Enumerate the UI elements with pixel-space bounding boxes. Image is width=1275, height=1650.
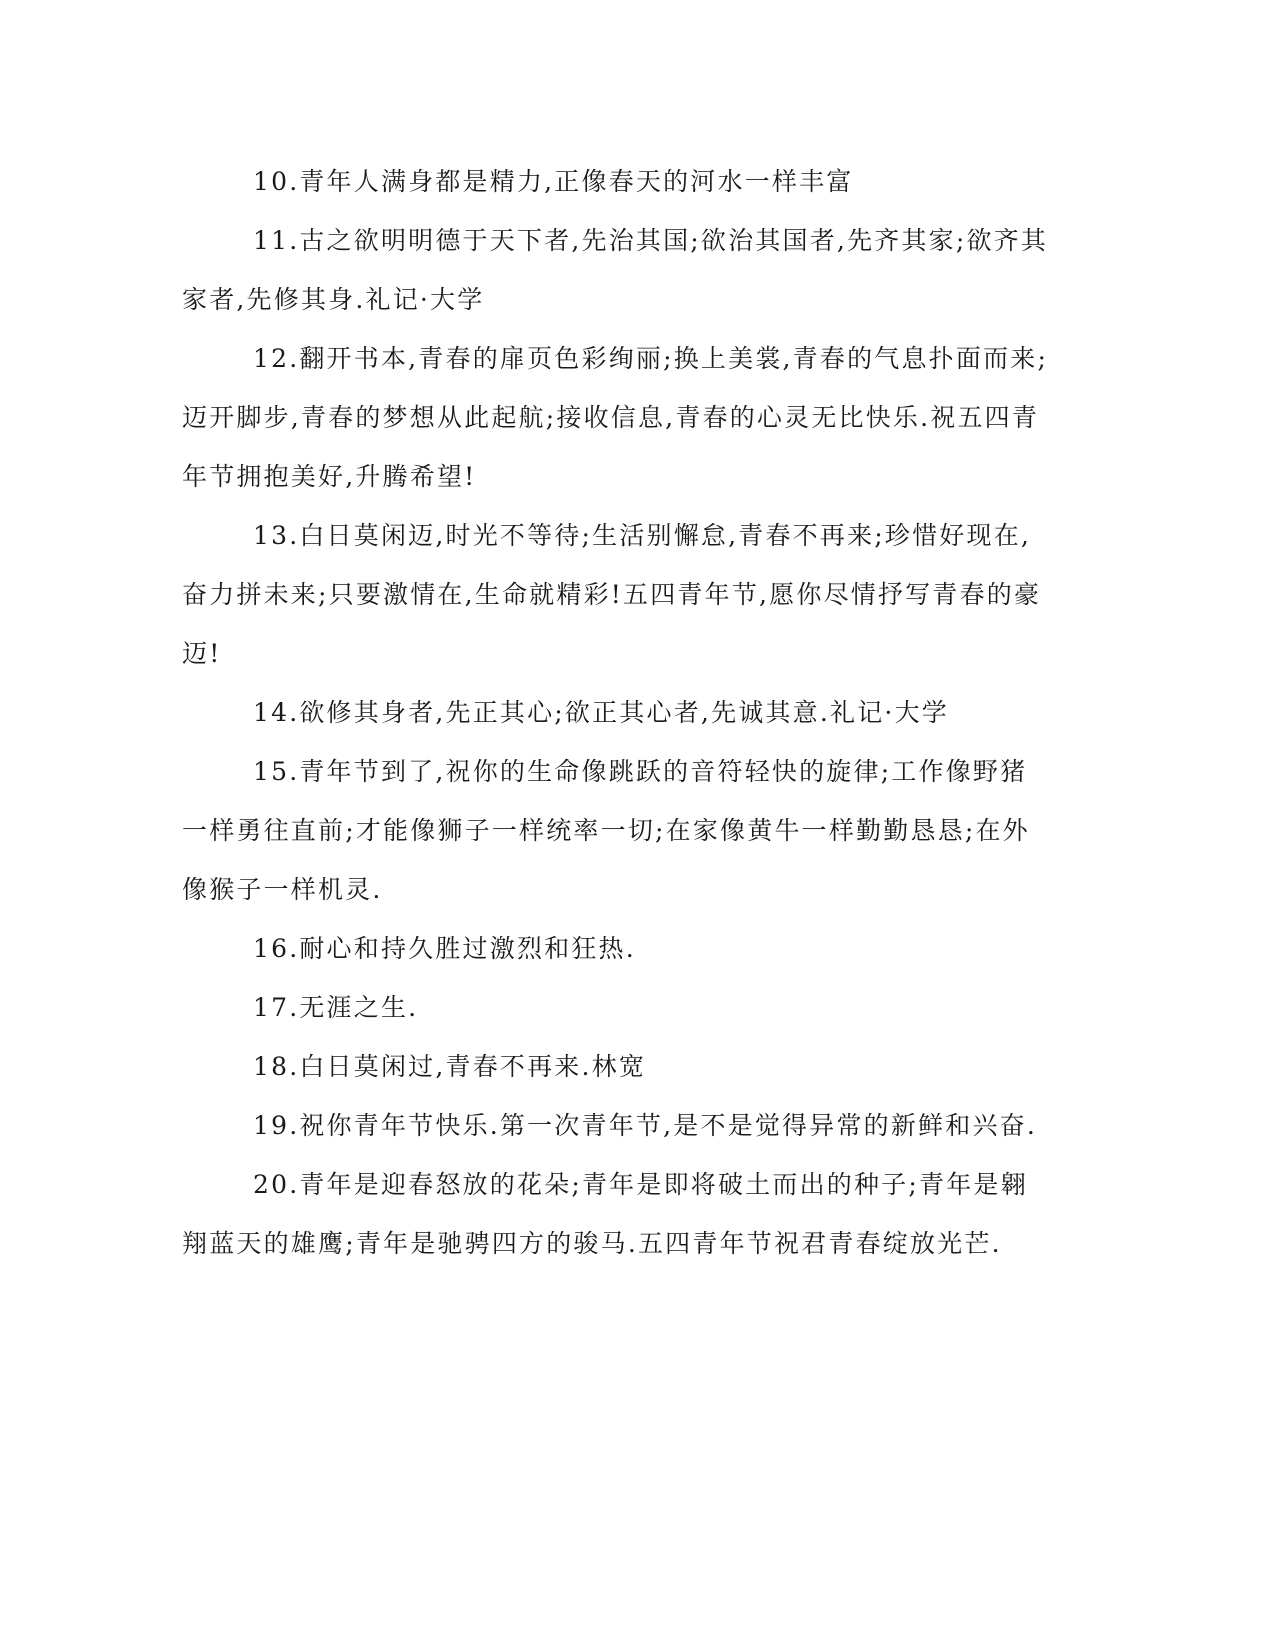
paragraph-11: 11.古之欲明明德于天下者,先治其国;欲治其国者,先齐其家;欲齐其家者,先修其身.礼记·大学: [182, 226, 1049, 314]
paragraph-15: 15.青年节到了,祝你的生命像跳跃的音符轻快的旋律;工作像野猪一样勇往直前;才能像狮子一样统率一切;在家像黄牛一样勤勤恳恳;在外像猴子一样机灵.: [182, 757, 1030, 904]
paragraph-17: 17.无涯之生.: [253, 993, 419, 1022]
paragraph-19: 19.祝你青年节快乐.第一次青年节,是不是觉得异常的新鲜和兴奋.: [253, 1111, 1038, 1140]
paragraph-18: 18.白日莫闲过,青春不再来.林宽: [253, 1052, 647, 1081]
paragraph-13: 13.白日莫闲迈,时光不等待;生活别懈怠,青春不再来;珍惜好现在,奋力拼未来;只要激情在,生命就精彩!五四青年节,愿你尽情抒写青春的豪迈!: [182, 521, 1042, 668]
paragraph-12: 12.翻开书本,青春的扉页色彩绚丽;换上美裳,青春的气息扑面而来;迈开脚步,青春的梦想从此起航;接收信息,青春的心灵无比快乐.祝五四青年节拥抱美好,升腾希望!: [182, 344, 1049, 491]
paragraph-14: 14.欲修其身者,先正其心;欲正其心者,先诚其意.礼记·大学: [253, 698, 949, 727]
paragraph-20: 20.青年是迎春怒放的花朵;青年是即将破土而出的种子;青年是翱翔蓝天的雄鹰;青年是驰骋四方的骏马.五四青年节祝君青春绽放光芒.: [182, 1170, 1028, 1258]
paragraph-10: 10.青年人满身都是精力,正像春天的河水一样丰富: [253, 167, 854, 196]
document-body: [182, 152, 1052, 1273]
paragraph-16: 16.耐心和持久胜过激烈和狂热.: [253, 934, 636, 963]
